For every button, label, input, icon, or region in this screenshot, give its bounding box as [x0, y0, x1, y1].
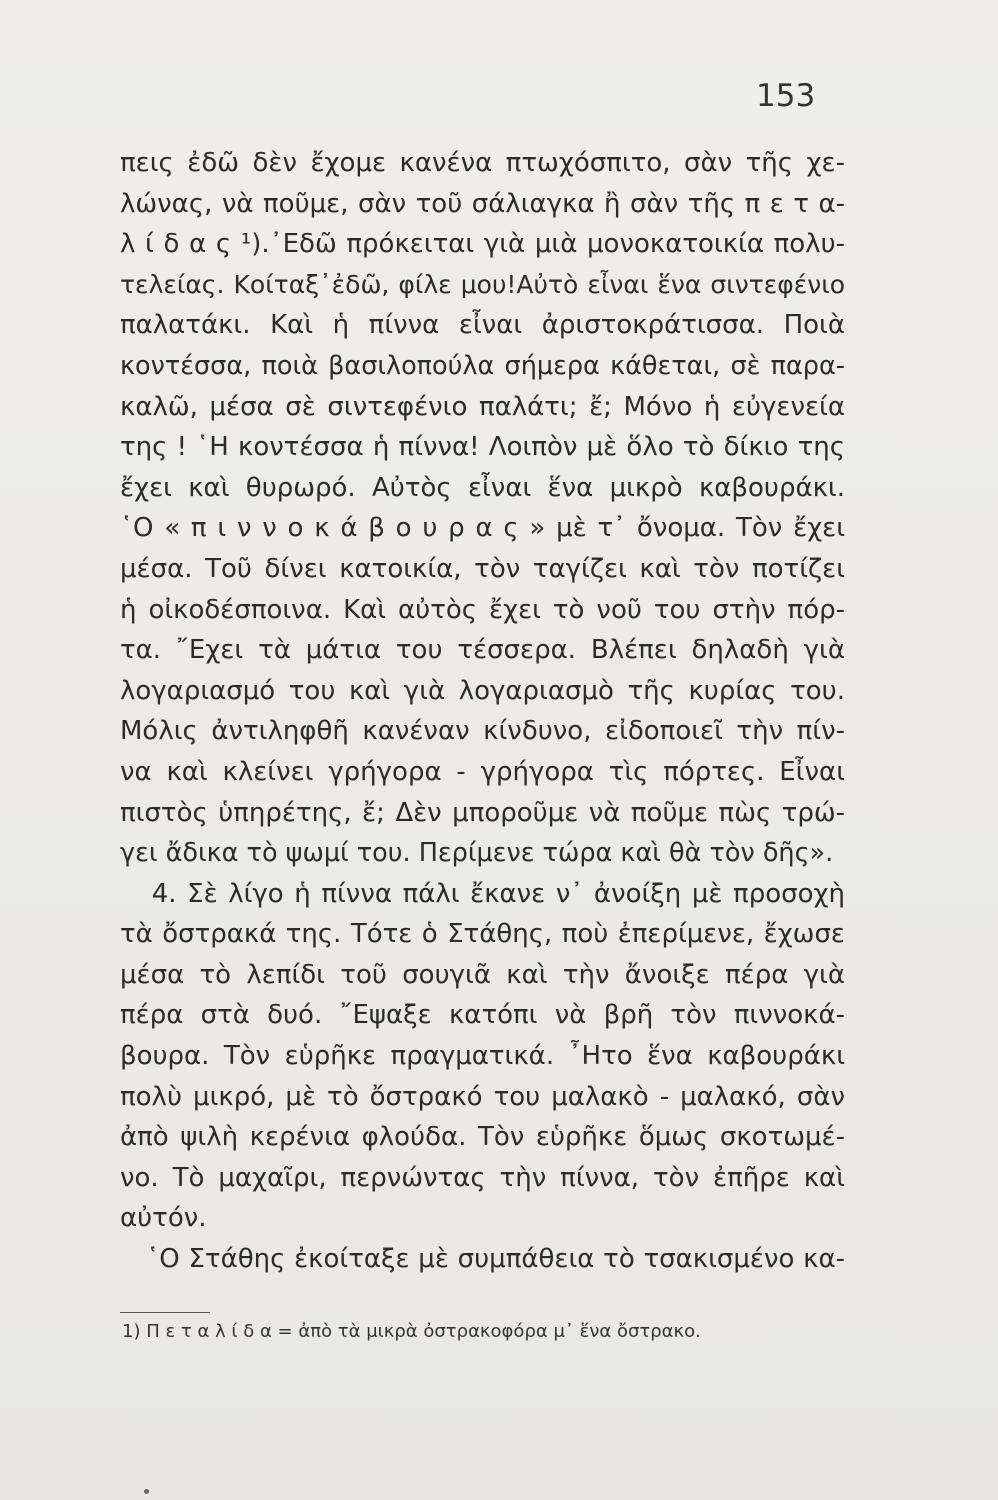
text-line: γει ἄδικα τὸ ψωμί του. Περίμενε τώρα καὶ θὰ τὸν δῆς».	[120, 838, 834, 869]
page-number: 153	[756, 78, 816, 114]
text-line: πέρα στὰ δυό. ῎Εψαξε κατόπι νὰ βρῆ τὸν πιννοκά-	[120, 1000, 845, 1031]
text-line: μέσα τὸ λεπίδι τοῦ σουγιᾶ καὶ τὴν ἄνοιξε πέρα γιὰ	[120, 959, 845, 990]
text-line: πιστὸς ὑπηρέτης, ἔ; Δὲν μποροῦμε νὰ ποῦμε πὼς τρώ-	[120, 797, 845, 828]
text-line: ἔχει καὶ θυρωρό. Αὐτὸς εἶναι ἕνα μικρὸ καβουράκι.	[120, 472, 845, 503]
text-line: ἀπὸ ψιλὴ κερένια φλούδα. Τὸν εὑρῆκε ὅμως σκοτωμέ-	[120, 1122, 845, 1153]
text-line: ῾Ο « π ι ν ν ο κ ά β ο υ ρ α ς » μὲ τ᾿ ὄνομα. Τὸν ἔχει	[120, 513, 845, 544]
text-line: ῾Ο Στάθης ἐκοίταξε μὲ συμπάθεια τὸ τσακισμένο κα-	[120, 1244, 845, 1275]
text-line: καλῶ, μέσα σὲ σιντεφένιο παλάτι; ἔ; Μόνο ἡ εὐγενεία	[120, 391, 845, 422]
text-line: πολὺ μικρό, μὲ τὸ ὄστρακό του μαλακὸ - μαλακό, σὰν	[120, 1081, 845, 1112]
text-line: αὐτόν.	[120, 1203, 207, 1234]
print-speck	[144, 1489, 149, 1494]
footnote: 1) Π ε τ α λ ί δ α = ἀπὸ τὰ μικρὰ ὀστρακοφόρα μ᾿ ἕνα ὄστρακο.	[122, 1321, 701, 1342]
text-line: παλατάκι. Καὶ ἡ πίννα εἶναι ἀριστοκράτισσα. Ποιὰ	[120, 310, 845, 341]
text-line: κοντέσσα, ποιὰ βασιλοπούλα σήμερα κάθεται, σὲ παρα-	[120, 350, 845, 381]
text-line: της ! ῾Η κοντέσσα ἡ πίννα! Λοιπὸν μὲ ὅλο τὸ δίκιο της	[120, 432, 845, 463]
text-line: πεις ἐδῶ δὲν ἔχομε κανένα πτωχόσπιτο, σὰν τῆς χε-	[120, 148, 845, 178]
text-line: μέσα. Τοῦ δίνει κατοικία, τὸν ταγίζει καὶ τὸν ποτίζει	[120, 553, 845, 584]
footnote-divider	[120, 1312, 210, 1313]
text-line: τελείας. Κοίταξ᾿ἐδῶ, φίλε μου!Αὐτὸ εἶναι ἕνα σιντεφένιο	[120, 269, 845, 299]
text-line: τὰ ὄστρακά της. Τότε ὁ Στάθης, ποὺ ἐπερίμενε, ἔχωσε	[120, 919, 845, 950]
text-line: ἡ οἰκοδέσποινα. Καὶ αὐτὸς ἔχει τὸ νοῦ του στὴν πόρ-	[120, 594, 845, 625]
text-line: τα. ῎Εχει τὰ μάτια του τέσσερα. Βλέπει δηλαδὴ γιὰ	[120, 635, 845, 666]
text-line: 4. Σὲ λίγο ἡ πίννα πάλι ἔκανε ν᾿ ἀνοίξη μὲ προσοχὴ	[120, 878, 845, 909]
text-line: λώνας, νὰ ποῦμε, σὰν τοῦ σάλιαγκα ἢ σὰν τῆς π ε τ α-	[120, 188, 845, 219]
text-line: Μόλις ἀντιληφθῆ κανέναν κίνδυνο, εἰδοποιεῖ τὴν πίν-	[120, 716, 845, 747]
text-line: να καὶ κλείνει γρήγορα - γρήγορα τὶς πόρτες. Εἶναι	[120, 756, 845, 787]
text-line: νο. Τὸ μαχαῖρι, περνώντας τὴν πίννα, τὸν ἐπῆρε καὶ	[120, 1162, 845, 1193]
text-line: λογαριασμό του καὶ γιὰ λογαριασμὸ τῆς κυρίας του.	[120, 675, 845, 706]
text-line: βουρα. Τὸν εὑρῆκε πραγματικά. ῏Ητο ἕνα καβουράκι	[120, 1041, 845, 1072]
text-line: λ ί δ α ς ¹).᾿Εδῶ πρόκειται γιὰ μιὰ μονοκατοικία πολυ-	[120, 229, 845, 260]
body-text	[120, 143, 845, 1280]
